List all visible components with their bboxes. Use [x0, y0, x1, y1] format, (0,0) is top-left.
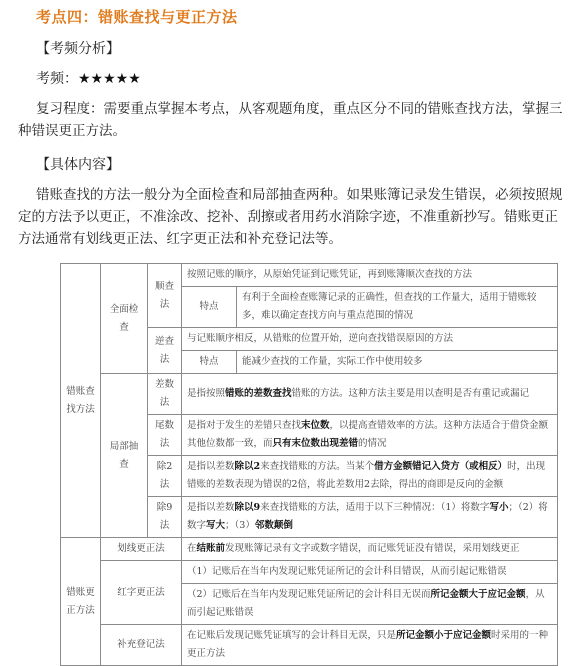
correct-methods-cell: 错账更正方法 — [61, 538, 101, 666]
supp-desc-cell: 在记账后发现记账凭证填写的会计科目无误，只是所记金额小于应记金额时采用的一种更正方法 — [182, 625, 558, 666]
reverse-feature-cell: 能减少查找的工作量，实际工作中使用较多 — [237, 351, 558, 374]
page-title: 考点四：错账查找与更正方法 — [36, 8, 238, 26]
table-row — [61, 561, 558, 584]
supp-method-cell: 补充登记法 — [101, 625, 182, 666]
reverse-desc-cell: 与记账顺序相反，从错账的位置开始，逆向查找错误原因的方法 — [182, 328, 558, 351]
find-methods-cell: 错账查找方法 — [61, 264, 101, 538]
red-desc-1-cell: （1）记账后在当年内发现记账凭证所记的会计科目错误，从而引起记账错误 — [182, 561, 558, 584]
forward-desc-cell: 按照记账的顺序，从原始凭证到记账凭证，再到账簿顺次查找的方法 — [182, 264, 558, 287]
div9-method-cell: 除9法 — [148, 497, 182, 538]
table-row — [61, 374, 558, 415]
body-paragraph: 错账查找的方法一般分为全面检查和局部抽查两种。如果账簿记录发生错误，必须按照规定的方法予以更正，不准涂改、挖补、刮擦或者用药水消除字迹，不准重新抄写。错账更正方法通常有划线更正法、红字更正法和补充登记法等。 — [18, 187, 563, 247]
diff-desc-cell: 是指按照错账的差数查找错账的方法。这种方法主要是用以查明是否有重记或漏记 — [182, 374, 558, 415]
frequency-label: 考频： — [36, 71, 78, 87]
line-method-cell: 划线更正法 — [101, 538, 182, 561]
reverse-feature-label: 特点 — [182, 351, 237, 374]
red-desc-2-cell: （2）记账后在当年内发现记账凭证所记的会计科目无误而所记金额大于应记金额，从而引起记账错误 — [182, 584, 558, 625]
methods-table — [60, 263, 558, 666]
frequency-stars: ★★★★★ — [78, 71, 141, 87]
forward-feature-label: 特点 — [182, 287, 237, 328]
reverse-method-cell: 逆查法 — [148, 328, 182, 374]
table-row — [61, 538, 558, 561]
table-row — [61, 264, 558, 287]
content-heading: 【具体内容】 — [36, 157, 120, 173]
tail-method-cell: 尾数法 — [148, 415, 182, 456]
div2-desc-cell: 是指以差数除以2来查找错账的方法。当某个借方金额错记入贷方（或相反）时，出现错账的差数表现为错误的2倍，将此差数用2去除，得出的商即是反向的金额 — [182, 456, 558, 497]
red-method-cell: 红字更正法 — [101, 561, 182, 625]
forward-feature-cell: 有利于全面检查账簿记录的正确性，但查找的工作量大，适用于错账较多，难以确定查找方向与重点范围的情况 — [237, 287, 558, 328]
review-paragraph: 复习程度：需要重点掌握本考点，从客观题角度，重点区分不同的错账查找方法，掌握三种错误更正方法。 — [18, 101, 563, 139]
full-check-cell: 全面检查 — [101, 264, 148, 374]
analysis-heading: 【考频分析】 — [36, 41, 120, 57]
partial-check-cell: 局部抽查 — [101, 374, 148, 538]
line-desc-cell: 在结账前发现账簿记录有文字或数字错误，而记账凭证没有错误，采用划线更正 — [182, 538, 558, 561]
div9-desc-cell: 是指以差数除以9来查找错账的方法，适用于以下三种情况：（1）将数字写小；（2）将数字写大；（3）邻数颠倒 — [182, 497, 558, 538]
div2-method-cell: 除2法 — [148, 456, 182, 497]
diff-method-cell: 差数法 — [148, 374, 182, 415]
forward-method-cell: 顺查法 — [148, 264, 182, 328]
frequency-line — [36, 68, 141, 88]
table-row — [61, 625, 558, 666]
tail-desc-cell: 是指对于发生的差错只查找末位数，以提高查错效率的方法。这种方法适合于借贷金额其他位数都一致，而只有末位数出现差错的情况 — [182, 415, 558, 456]
